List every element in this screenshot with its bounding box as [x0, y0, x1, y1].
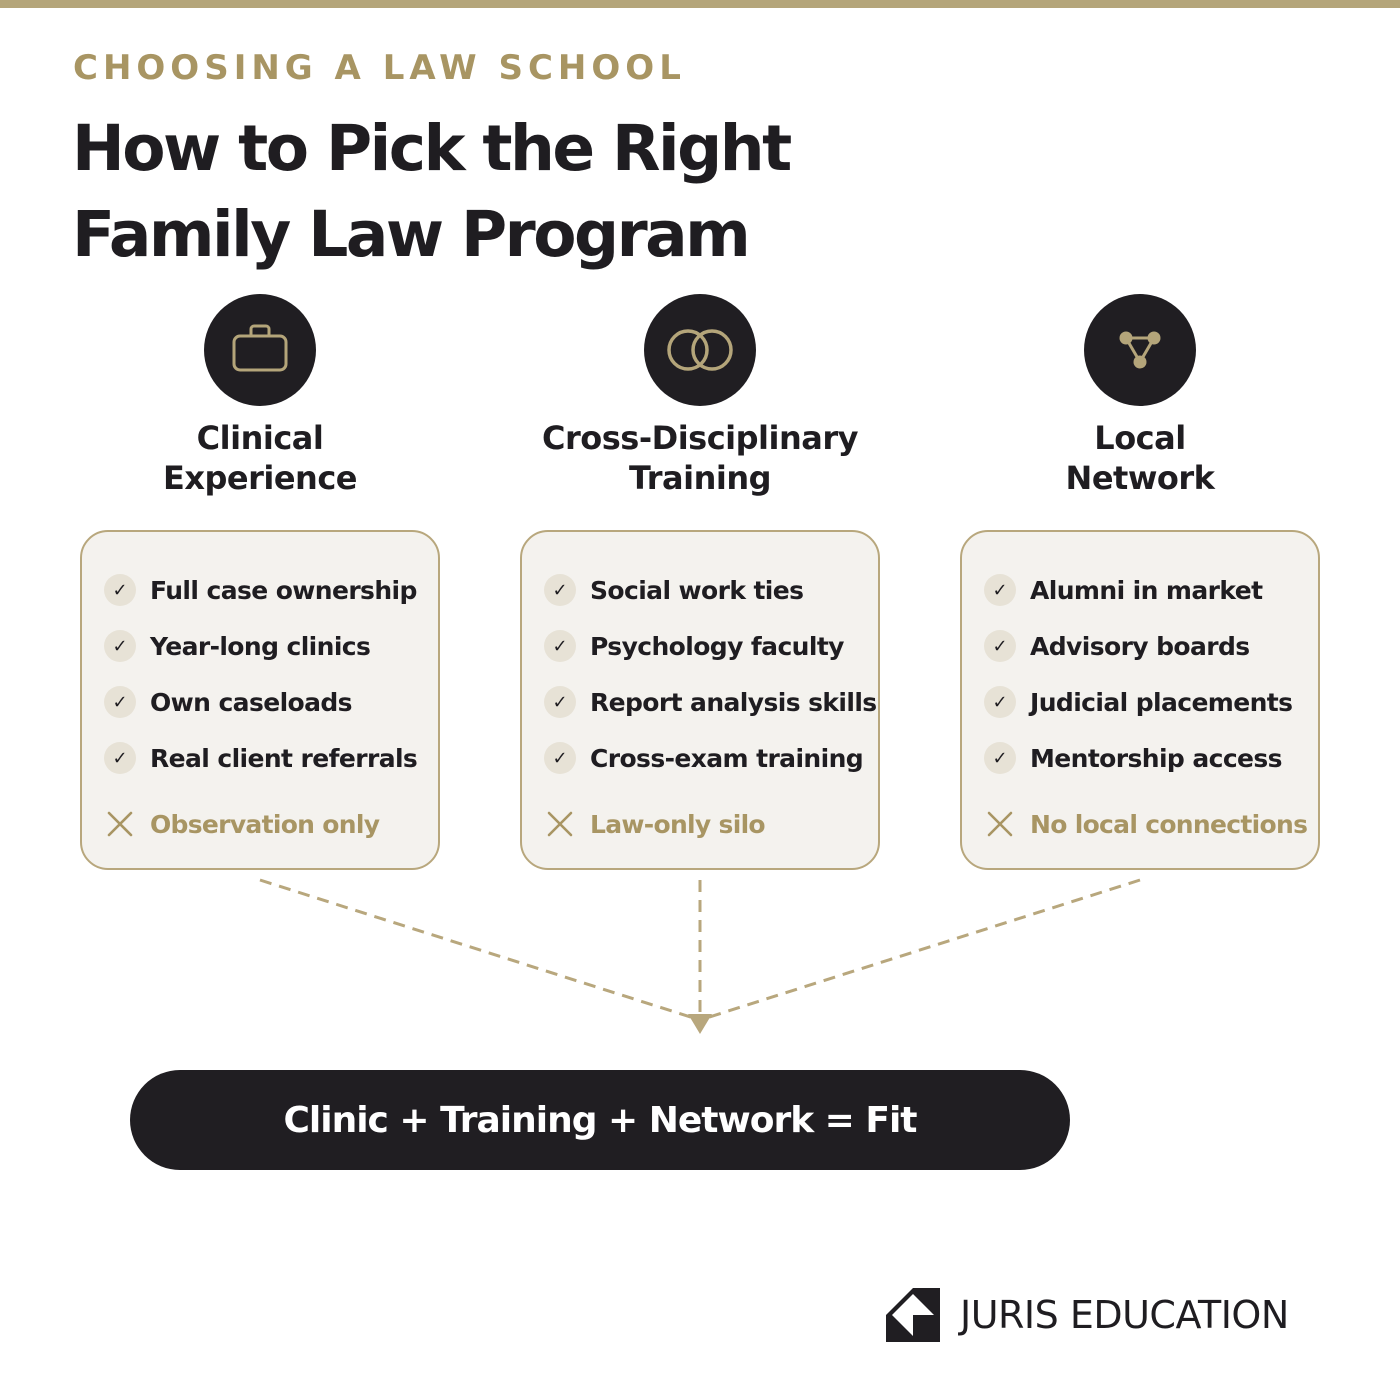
formula-pill: Clinic + Training + Network = Fit [130, 1070, 1070, 1170]
criteria-card [520, 530, 880, 870]
check-icon: ✓ [104, 630, 136, 662]
arrowhead-icon [688, 1014, 712, 1034]
list-item-text: Own caseloads [150, 687, 352, 717]
criteria-card [80, 530, 440, 870]
check-icon: ✓ [984, 630, 1016, 662]
list-item [544, 562, 878, 618]
column-heading-line-2: Experience [162, 459, 357, 497]
juris-logo-mark-icon [884, 1286, 942, 1344]
check-icon: ✓ [104, 742, 136, 774]
check-icon: ✓ [984, 742, 1016, 774]
list-item-text: Report analysis skills [590, 687, 877, 717]
check-icon: ✓ [104, 686, 136, 718]
list-item [544, 618, 878, 674]
page-title-line-1: How to Pick the Right [72, 112, 790, 185]
network-icon-badge [1084, 294, 1196, 406]
check-icon: ✓ [544, 742, 576, 774]
list-item-text: Mentorship access [1030, 743, 1282, 773]
negative-item [544, 796, 878, 852]
list-item [984, 730, 1318, 786]
cross-icon [544, 808, 576, 840]
list-item [984, 562, 1318, 618]
negative-item [104, 796, 438, 852]
check-icon: ✓ [984, 574, 1016, 606]
list-item-text: Judicial placements [1030, 687, 1293, 717]
top-accent-bar [0, 0, 1400, 8]
list-item-text: Full case ownership [150, 575, 417, 605]
check-icon: ✓ [984, 686, 1016, 718]
eyebrow-label: CHOOSING A LAW SCHOOL [73, 48, 686, 88]
list-item [104, 562, 438, 618]
briefcase-icon [230, 320, 290, 380]
column-heading-line-2: Network [1065, 459, 1215, 497]
criteria-card [960, 530, 1320, 870]
list-item-text: Year-long clinics [150, 631, 371, 661]
list-item [984, 618, 1318, 674]
page-title [72, 106, 972, 278]
briefcase-icon-badge [204, 294, 316, 406]
negative-item-text: Law-only silo [590, 809, 765, 839]
negative-item [984, 796, 1318, 852]
list-item [104, 674, 438, 730]
list-item [104, 730, 438, 786]
list-item [544, 730, 878, 786]
connector-right [700, 880, 1140, 1020]
check-icon: ✓ [544, 630, 576, 662]
column-heading [480, 418, 920, 498]
list-item [544, 674, 878, 730]
list-item-text: Psychology faculty [590, 631, 844, 661]
column-heading-line-1: Cross-Disciplinary [542, 419, 858, 457]
converging-connectors [0, 870, 1400, 1050]
page-title-line-2: Family Law Program [72, 198, 749, 271]
interlocking-rings-icon [660, 320, 740, 380]
list-item-text: Cross-exam training [590, 743, 864, 773]
check-icon: ✓ [544, 686, 576, 718]
check-icon: ✓ [544, 574, 576, 606]
cross-icon [104, 808, 136, 840]
negative-item-text: No local connections [1030, 809, 1308, 839]
rings-icon-badge [644, 294, 756, 406]
connector-left [260, 880, 700, 1020]
negative-item-text: Observation only [150, 809, 380, 839]
network-nodes-icon [1110, 320, 1170, 380]
list-item [104, 618, 438, 674]
brand-name: JURIS EDUCATION [960, 1293, 1289, 1337]
list-item-text: Advisory boards [1030, 631, 1250, 661]
cross-icon [984, 808, 1016, 840]
column-heading-line-1: Local [1094, 419, 1186, 457]
column-heading [40, 418, 480, 498]
column-heading-line-2: Training [628, 459, 772, 497]
list-item-text: Social work ties [590, 575, 804, 605]
list-item-text: Real client referrals [150, 743, 418, 773]
brand-logo [884, 1286, 1289, 1344]
list-item-text: Alumni in market [1030, 575, 1263, 605]
column-heading-line-1: Clinical [196, 419, 324, 457]
column-heading [920, 418, 1360, 498]
list-item [984, 674, 1318, 730]
check-icon: ✓ [104, 574, 136, 606]
